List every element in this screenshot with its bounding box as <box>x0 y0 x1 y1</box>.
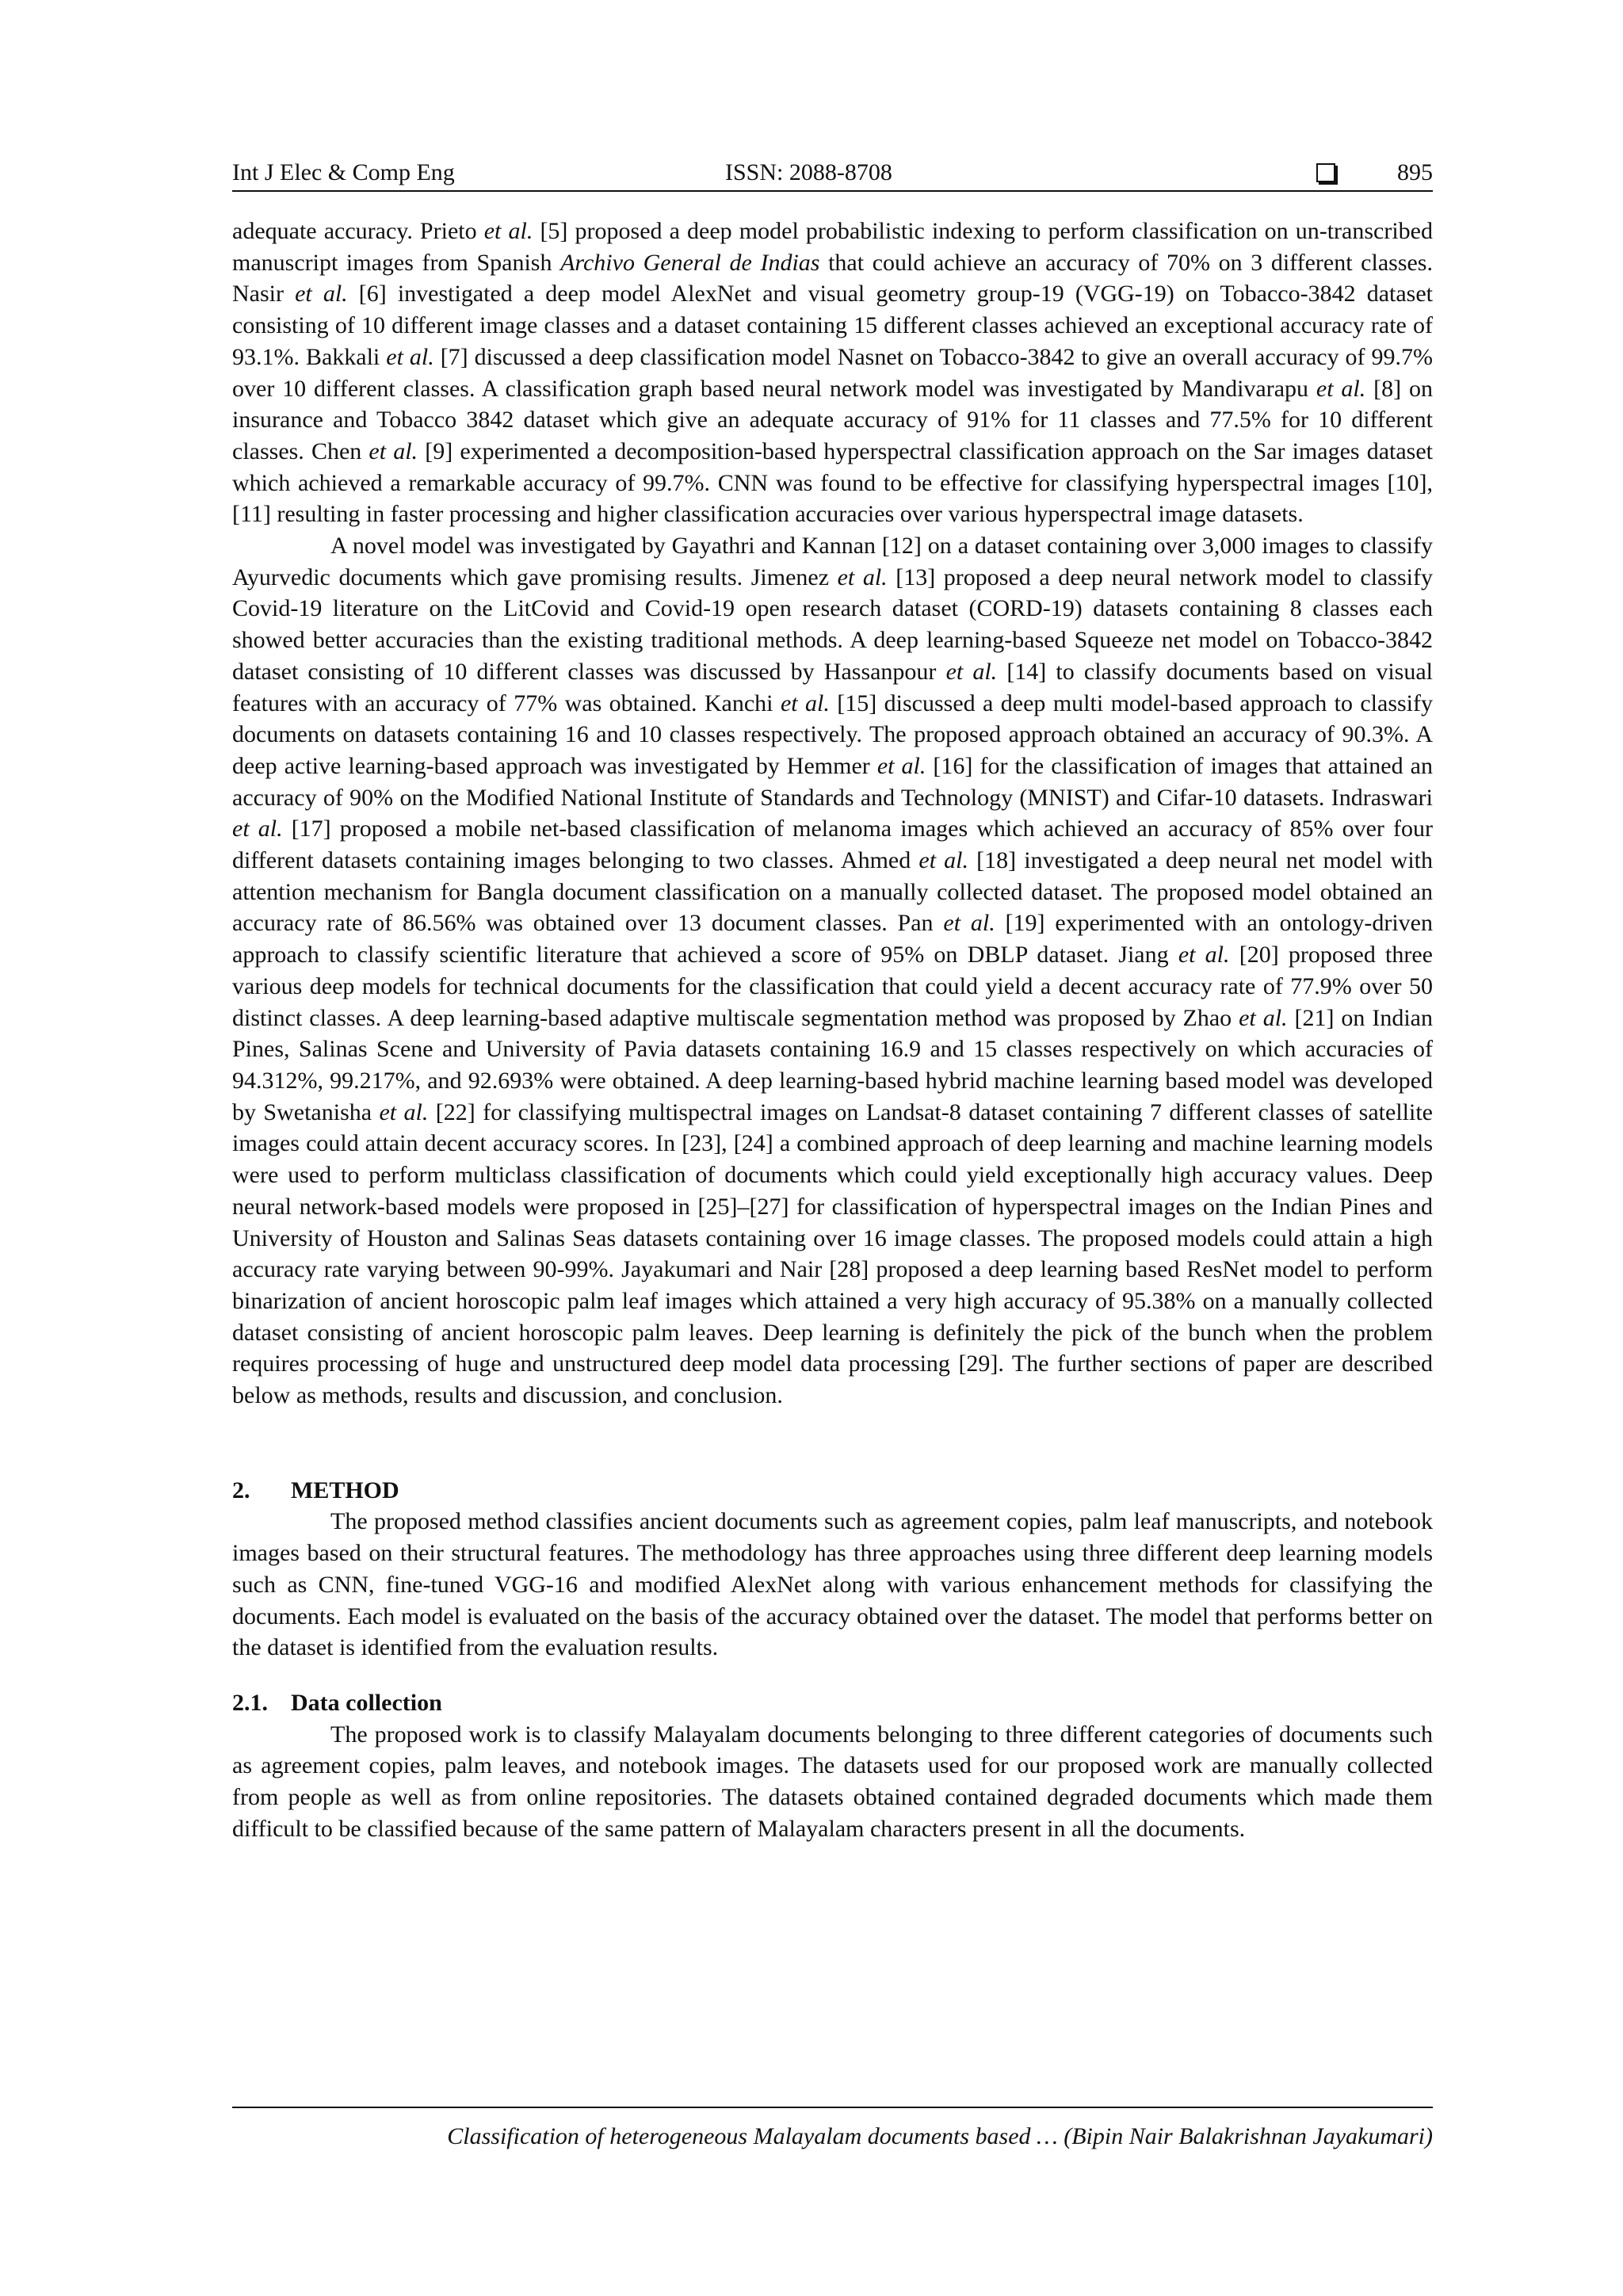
paragraph-literature-1 <box>232 216 1433 530</box>
text-run: [16] for the classification of images that attained an accuracy of 90% on the Modified National Institute of Standards and Technology (MNIST) and Cifar-10 datasets. Indraswari <box>232 752 1433 811</box>
italic-run: et al. <box>483 218 533 244</box>
text-run: A novel model was investigated by Gayathri and Kannan [12] on a dataset containing over 3,000 images to classify Ayurvedic documents which gave promising results. Jimenez <box>232 533 1433 590</box>
italic-run: et al. <box>837 563 888 590</box>
text-run: [18] investigated a deep neural net model with attention mechanism for Bangla document classification on a manually collected dataset. The proposed model obtained an accuracy rate of 86.56% was obtained over 13 document classes. Pan <box>232 847 1433 937</box>
italic-run: et al. <box>379 1098 429 1125</box>
text-run: [6] investigated a deep model AlexNet and visual geometry group-19 (VGG-19) on Tobacco-3842 dataset consisting of 10 different image classes and a dataset containing 15 different classes achieved an exceptional accuracy rate of 93.1%. Bakkali <box>232 281 1433 370</box>
text-run: that could achieve an accuracy of 70% on 3 different classes. Nasir <box>232 249 1433 308</box>
italic-run: et al. <box>918 847 969 874</box>
text-run: adequate accuracy. Prieto <box>232 218 484 244</box>
italic-run: et al. <box>232 816 283 842</box>
document-page <box>232 0 1433 2296</box>
paragraph-method: The proposed method classifies ancient documents such as agreement copies, palm leaf manuscripts, and notebook images based on their structural features. The methodology has three approaches using three different deep learning models such as CNN, fine-tuned VGG-16 and modified AlexNet along with various enhancement methods for classifying the documents. Each model is evaluated on the basis of the accuracy obtained over the dataset. The model that performs better on the dataset is identified from the evaluation results. <box>232 1508 1433 1661</box>
section-heading-method <box>232 1475 1433 1507</box>
text-run: [22] for classifying multispectral images on Landsat-8 dataset containing 7 different classes of satellite images could attain decent accuracy scores. In [23], [24] a combined approach of deep learning and machine learning models were used to perform multiclass classification of documents which could yield exceptionally high accuracy values. Deep neural network-based models were proposed in [25]–[27] for classification of hyperspectral images on the Indian Pines and University of Houston and Salinas Seas datasets containing over 16 image classes. The proposed models could attain a high accuracy rate varying between 90-99%. Jayakumari and Nair [28] proposed a deep learning based ResNet model to perform binarization of ancient horoscopic palm leaf images which attained a very high accuracy of 95.38% on a manually collected dataset consisting of ancient horoscopic palm leaves. Deep learning is definitely the pick of the bunch when the problem requires processing of huge and unstructured deep model data processing [29]. The further sections of paper are described below as methods, results and discussion, and conclusion. <box>232 1098 1433 1409</box>
text-run: [17] proposed a mobile net-based classification of melanoma images which achieved an accuracy of 85% over four different datasets containing images belonging to two classes. Ahmed <box>232 816 1433 874</box>
italic-run: et al. <box>1239 1004 1288 1031</box>
section-number: 2. <box>232 1477 250 1503</box>
italic-run: et al. <box>386 343 434 370</box>
paragraph-literature-2 <box>232 530 1433 1412</box>
paragraph-data-collection: The proposed work is to classify Malayalam documents belonging to three different categories of documents such as agreement copies, palm leaves, and notebook images. The datasets used for our proposed work are manually collected from people as well as from online repositories. The datasets obtained contained degraded documents which made them difficult to be classified because of the same pattern of Malayalam characters present in all the documents. <box>232 1721 1433 1842</box>
text-run: [19] experimented with an ontology-driven approach to classify scientific literature that achieved a score of 95% on DBLP dataset. Jiang <box>232 910 1433 968</box>
italic-run: et al. <box>943 910 995 937</box>
text-run: [13] proposed a deep neural network model to classify Covid-19 literature on the LitCovid and Covid-19 open research dataset (CORD-19) datasets containing 8 classes each showed better accuracies than the existing traditional methods. A deep learning-based Squeeze net model on Tobacco-3842 dataset consisting of 10 different classes was discussed by Hassanpour <box>232 563 1433 685</box>
italic-run: et al. <box>369 437 418 464</box>
text-run: [7] discussed a deep classification model Nasnet on Tobacco-3842 to give an overall accuracy of 99.7% over 10 different classes. A classification graph based neural network model was investigated by Mandivarapu <box>232 343 1433 402</box>
text-run: [5] proposed a deep model probabilistic indexing to perform classification on un-transcribed manuscript images from Spanish <box>232 218 1433 276</box>
italic-run: et al. <box>295 281 348 308</box>
text-run: [9] experimented a decomposition-based hyperspectral classification approach on the Sar images dataset which achieved a remarkable accuracy of 99.7%. CNN was found to be effective for classifying hyperspectral images [10], [11] resulting in faster processing and higher classification accuracies over various hyperspectral image datasets. <box>232 437 1433 528</box>
italic-run: et al. <box>1316 375 1366 402</box>
running-footer: Classification of heterogeneous Malayalam documents based … (Bipin Nair Balakrishnan Jayakumari) <box>232 2107 1433 2153</box>
subsection-title: Data collection <box>291 1689 442 1716</box>
running-header <box>232 155 1433 192</box>
text-run: [14] to classify documents based on visual features with an accuracy of 77% was obtained. Kanchi <box>232 658 1433 716</box>
italic-run: Archivo General de Indias <box>560 249 820 276</box>
issn: ISSN: 2088-8708 <box>725 159 892 185</box>
text-run: [8] on insurance and Tobacco 3842 dataset which give an adequate accuracy of 91% for 11 classes and 77.5% for 10 different classes. Chen <box>232 375 1433 464</box>
text-run: [21] on Indian Pines, Salinas Scene and University of Pavia datasets containing 16.9 and 15 classes respectively on which accuracies of 94.312%, 99.217%, and 92.693% were obtained. A deep learning-based hybrid machine learning based model was developed by Swetanisha <box>232 1004 1433 1125</box>
italic-run: et al. <box>876 752 926 779</box>
main-content <box>232 216 1433 1844</box>
journal-name: Int J Elec & Comp Eng <box>232 159 455 185</box>
page-number: 895 <box>1397 159 1433 185</box>
text-run: [20] proposed three various deep models for technical documents for the classification that could yield a decent accuracy rate of 77.9% over 50 distinct classes. A deep learning-based adaptive multiscale segmentation method was proposed by Zhao <box>232 942 1433 1031</box>
subsection-heading-data-collection <box>232 1687 1433 1719</box>
italic-run: et al. <box>780 690 830 716</box>
italic-run: et al. <box>1178 942 1230 968</box>
italic-run: et al. <box>945 658 998 685</box>
checkbox-square-icon <box>1316 163 1335 182</box>
text-run: [15] discussed a deep multi model-based approach to classify documents on datasets containing 16 and 10 classes respectively. The proposed approach obtained an accuracy of 90.3%. A deep active learning-based approach was investigated by Hemmer <box>232 690 1433 779</box>
section-title: METHOD <box>291 1477 399 1503</box>
subsection-number: 2.1. <box>232 1689 268 1716</box>
